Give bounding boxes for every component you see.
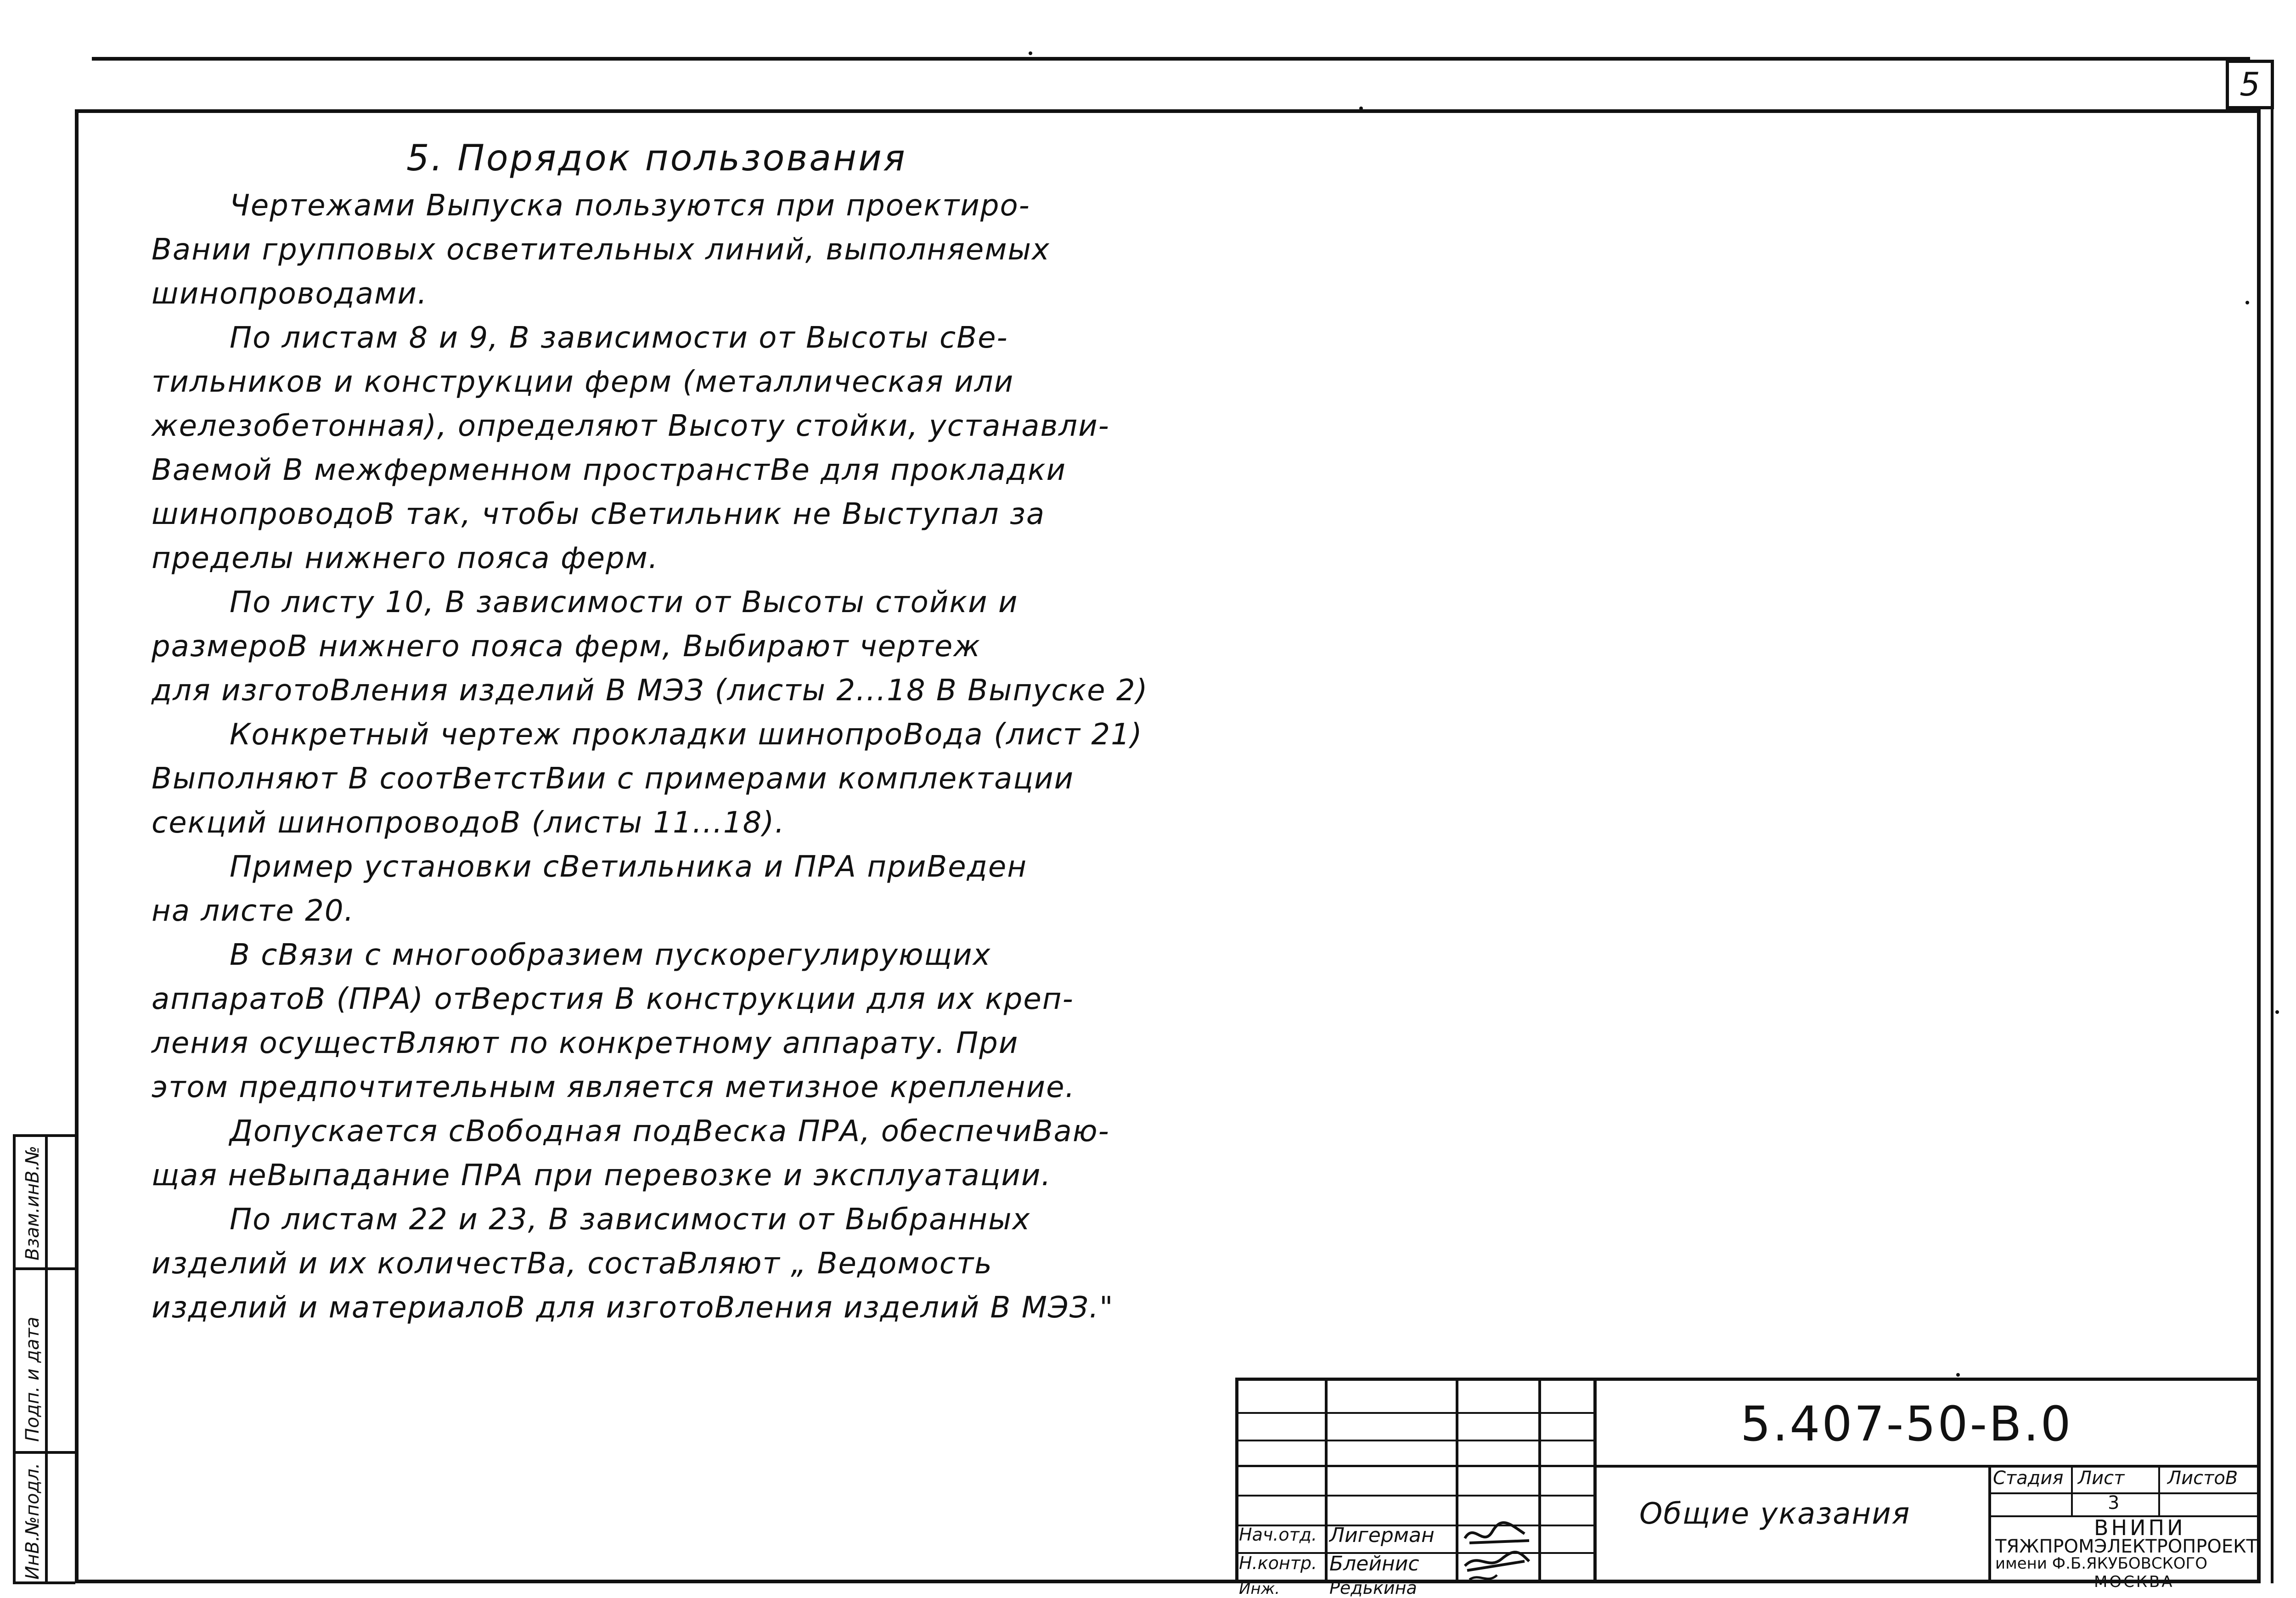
scan-mark (1359, 107, 1363, 110)
text-line: пределы нижнего пояса ферм. (152, 541, 659, 575)
side-stamp-inner-line (45, 1134, 48, 1584)
scan-mark (1029, 51, 1032, 55)
text-line: щая неВыпадание ПРА при перевозке и эксплуатации. (152, 1159, 1052, 1193)
frame-top-line (92, 57, 2250, 61)
body-text (152, 184, 1189, 1330)
scan-mark (2245, 301, 2249, 304)
text-line: на листе 20. (152, 894, 355, 928)
document-code: 5.407-50-В.0 (1740, 1396, 2073, 1452)
person-name: Лигерман (1329, 1524, 1435, 1547)
tb-grid-line (1235, 1440, 1593, 1441)
sheet-number: 5 (2226, 60, 2274, 109)
text-line: Вании групповых осветительных линий, выполняемых (152, 233, 1050, 267)
org-name-line1: ВНИПИ (2094, 1515, 2186, 1540)
text-line: размероВ нижнего пояса ферм, Выбирают чертеж (152, 630, 981, 664)
text-line: Допускается сВободная подВеска ПРА, обеспечиВаю- (230, 1114, 1110, 1148)
text-line: железобетонная), определяют Высоту стойки, устанавли- (152, 409, 1110, 443)
text-line: Ваемой В межферменном пространстВе для прокладки (152, 453, 1067, 487)
text-line: секций шинопроводоВ (листы 11...18). (152, 806, 785, 840)
org-name-line3: имени Ф.Б.ЯКУБОВСКОГО (1995, 1554, 2208, 1573)
tb-grid-line (1235, 1465, 1593, 1467)
text-line: тильников и конструкции ферм (металлическая или (152, 365, 1014, 399)
tb-grid-line (1988, 1465, 1991, 1583)
org-name-line2: ТЯЖПРОМЭЛЕКТРОПРОЕКТ (1995, 1536, 2258, 1557)
scan-mark (1956, 1373, 1960, 1377)
side-stamp-divider (13, 1267, 75, 1270)
document-name: Общие указания (1639, 1497, 1911, 1531)
tb-grid-line (1988, 1492, 2259, 1494)
tb-grid-line (1235, 1412, 1593, 1414)
role-label: Нач.отд. (1239, 1525, 1317, 1545)
sheets-label: ЛистоВ (2167, 1468, 2238, 1489)
sheet-value: 3 (2108, 1492, 2120, 1514)
signature-scribble (1460, 1520, 1534, 1584)
tb-grid-line (2158, 1465, 2160, 1515)
text-line: По листу 10, В зависимости от Высоты стойки и (230, 585, 1019, 619)
person-name: Редькина (1329, 1578, 1417, 1598)
text-line: аппаратоВ (ПРА) отВерстия В конструкции для их креп- (152, 982, 1074, 1016)
person-name: Блейнис (1329, 1552, 1419, 1575)
text-line: По листам 22 и 23, В зависимости от Выбранных (230, 1203, 1031, 1237)
side-label-inv-no: ИнВ.№подл. (22, 1463, 43, 1580)
frame-right-edge (2271, 109, 2273, 1583)
section-title: 5. Порядок пользования (406, 138, 907, 179)
text-line: шинопроводами. (152, 277, 428, 311)
scan-mark (2275, 1010, 2279, 1014)
text-line: изделий и материалоВ для изготоВления изделий В МЭЗ." (152, 1291, 1114, 1325)
text-line: этом предпочтительным является метизное крепление. (152, 1070, 1075, 1104)
text-line: По листам 8 и 9, В зависимости от Высоты сВе- (230, 321, 1008, 355)
org-name-line4: МОСКВА (2094, 1573, 2174, 1591)
text-line: шинопроводоВ так, чтобы сВетильник не Выступал за (152, 497, 1046, 531)
stage-label: Стадия (1993, 1468, 2064, 1489)
text-line: для изготоВления изделий В МЭЗ (листы 2...18 В Выпуске 2) (152, 674, 1148, 708)
text-line: изделий и их количестВа, состаВляют „ Ведомость (152, 1247, 993, 1281)
text-line: Конкретный чертеж прокладки шинопроВода (лист 21) (230, 718, 1143, 752)
text-line: ления осущестВляют по конкретному аппарату. При (152, 1026, 1019, 1060)
side-label-sign-date: Подп. и дата (22, 1317, 43, 1442)
tb-grid-line (2071, 1465, 2073, 1515)
side-stamp-divider (13, 1451, 75, 1454)
text-line: Чертежами Выпуска пользуются при проектиро- (230, 189, 1030, 223)
role-label: Инж. (1239, 1580, 1280, 1598)
tb-grid-line (1593, 1378, 1597, 1583)
role-label: Н.контр. (1239, 1553, 1317, 1573)
text-line: Пример установки сВетильника и ПРА приВеден (230, 850, 1028, 884)
text-line: В сВязи с многообразием пускорегулирующих (230, 938, 991, 972)
text-line: Выполняют В соотВетстВии с примерами комплектации (152, 762, 1075, 796)
tb-grid-line (1235, 1495, 1593, 1497)
sheet-label: Лист (2078, 1468, 2125, 1489)
side-label-swap-inv: Взам.инВ.№ (22, 1145, 43, 1260)
